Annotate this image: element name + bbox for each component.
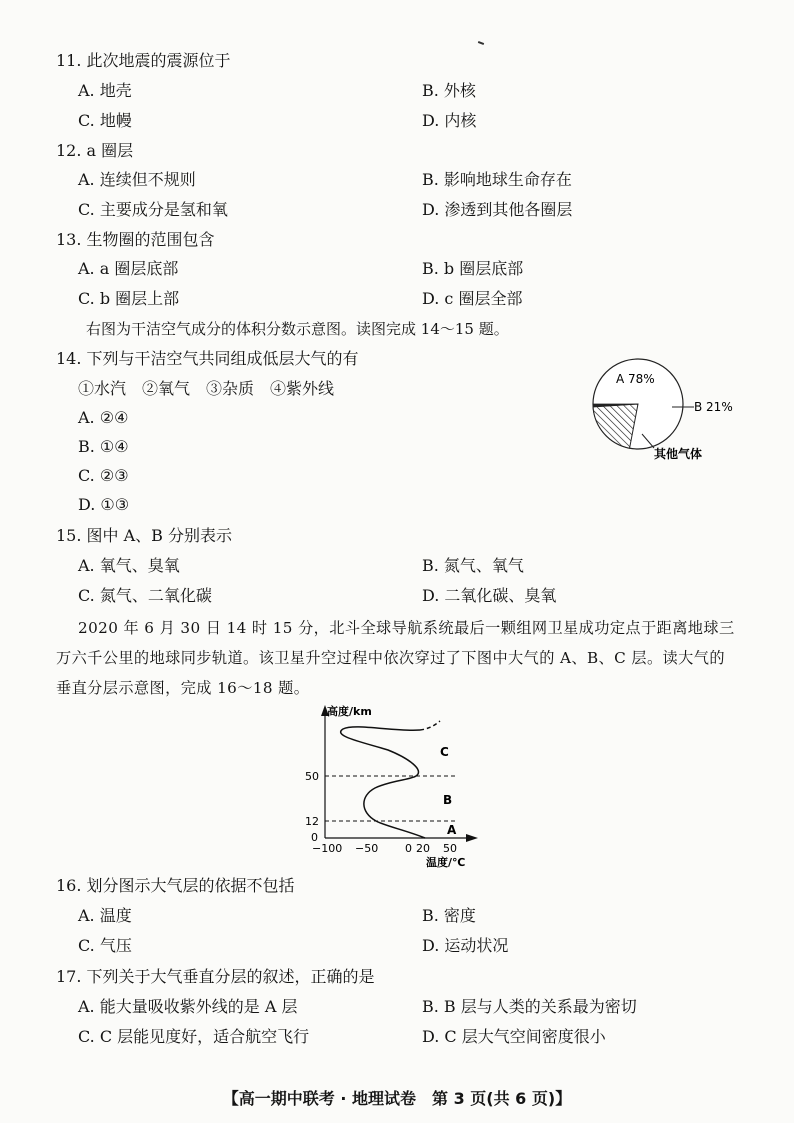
question-15-option-b[interactable]: B. 氮气、氧气 bbox=[422, 556, 524, 575]
question-17-stem: 17. 下列关于大气垂直分层的叙述，正确的是 bbox=[56, 967, 375, 986]
x-axis-label: 温度/℃ bbox=[426, 856, 466, 868]
layer-label-c: C bbox=[440, 745, 449, 759]
x-tick-neg50: −50 bbox=[355, 842, 379, 855]
pie-label-b: B 21% bbox=[694, 400, 733, 414]
question-14-option-d[interactable]: D. ①③ bbox=[78, 495, 130, 514]
question-13-option-c[interactable]: C. b 圈层上部 bbox=[78, 289, 180, 308]
question-11-option-c[interactable]: C. 地幔 bbox=[78, 111, 132, 130]
pie-label-a: A 78% bbox=[616, 372, 655, 386]
pie-label-other: 其他气体 bbox=[654, 447, 703, 461]
question-16-option-b[interactable]: B. 密度 bbox=[422, 906, 476, 925]
air-composition-pie bbox=[584, 352, 754, 466]
intro-14-15: 右图为干洁空气成分的体积分数示意图。读图完成 14～15 题。 bbox=[86, 320, 509, 338]
question-17-option-b[interactable]: B. B 层与人类的关系最为密切 bbox=[422, 997, 637, 1016]
y-tick-12: 12 bbox=[305, 815, 319, 828]
question-12-option-c[interactable]: C. 主要成分是氢和氧 bbox=[78, 200, 228, 219]
question-11-option-a[interactable]: A. 地壳 bbox=[78, 81, 132, 100]
question-15-option-a[interactable]: A. 氧气、臭氧 bbox=[78, 556, 180, 575]
x-tick-0: 0 bbox=[405, 842, 412, 855]
question-12-option-d[interactable]: D. 渗透到其他各圈层 bbox=[422, 200, 573, 219]
question-13-option-d[interactable]: D. c 圈层全部 bbox=[422, 289, 523, 308]
x-tick-20: 20 bbox=[416, 842, 430, 855]
temperature-curve-dashed bbox=[420, 721, 440, 730]
question-16-option-a[interactable]: A. 温度 bbox=[78, 906, 132, 925]
scan-speck bbox=[478, 41, 484, 45]
question-11-option-d[interactable]: D. 内核 bbox=[422, 111, 477, 130]
question-15-option-d[interactable]: D. 二氧化碳、臭氧 bbox=[422, 586, 557, 605]
question-13-stem: 13. 生物圈的范围包含 bbox=[56, 230, 215, 249]
question-14-option-c[interactable]: C. ②③ bbox=[78, 466, 129, 485]
pie-slice-b bbox=[593, 404, 638, 448]
question-14-option-b[interactable]: B. ①④ bbox=[78, 437, 129, 456]
atmosphere-layer-chart bbox=[300, 700, 500, 868]
page-footer: 【高一期中联考 · 地理试卷 第 3 页(共 6 页)】 bbox=[222, 1089, 572, 1108]
intro-16-18-text: 2020 年 6 月 30 日 14 时 15 分，北斗全球导航系统最后一颗组网卫星成功定点于距离地球三万六千公里的地球同步轨道。该卫星升空过程中依次穿过了下图中大气的 A、B、C 层。读大气的垂直分层示意图，完成 16～18 题。 bbox=[56, 619, 735, 697]
x-axis-arrow bbox=[466, 834, 478, 842]
question-11-stem: 11. 此次地震的震源位于 bbox=[56, 51, 231, 70]
question-17-option-a[interactable]: A. 能大量吸收紫外线的是 A 层 bbox=[78, 997, 298, 1016]
question-16-option-c[interactable]: C. 气压 bbox=[78, 936, 132, 955]
question-12-option-b[interactable]: B. 影响地球生命存在 bbox=[422, 170, 572, 189]
question-15-stem: 15. 图中 A、B 分别表示 bbox=[56, 526, 233, 545]
question-17-option-d[interactable]: D. C 层大气空间密度很小 bbox=[422, 1027, 606, 1046]
layer-label-b: B bbox=[443, 793, 453, 807]
y-tick-50: 50 bbox=[305, 770, 319, 783]
x-tick-50: 50 bbox=[443, 842, 457, 855]
question-13-option-a[interactable]: A. a 圈层底部 bbox=[78, 259, 179, 278]
question-13-option-b[interactable]: B. b 圈层底部 bbox=[422, 259, 524, 278]
question-16-option-d[interactable]: D. 运动状况 bbox=[422, 936, 509, 955]
question-14-stem: 14. 下列与干洁空气共同组成低层大气的有 bbox=[56, 349, 359, 368]
question-14-items: ①水汽 ②氧气 ③杂质 ④紫外线 bbox=[78, 379, 335, 398]
question-16-stem: 16. 划分图示大气层的依据不包括 bbox=[56, 876, 295, 895]
x-tick-neg100: −100 bbox=[312, 842, 343, 855]
question-15-option-c[interactable]: C. 氮气、二氧化碳 bbox=[78, 586, 212, 605]
intro-16-18 bbox=[56, 613, 736, 703]
y-tick-0: 0 bbox=[311, 831, 318, 844]
question-17-option-c[interactable]: C. C 层能见度好，适合航空飞行 bbox=[78, 1027, 310, 1046]
question-11-option-b[interactable]: B. 外核 bbox=[422, 81, 476, 100]
y-axis-label: 高度/km bbox=[327, 705, 372, 718]
question-14-option-a[interactable]: A. ②④ bbox=[78, 408, 129, 427]
layer-label-a: A bbox=[447, 823, 457, 837]
question-12-option-a[interactable]: A. 连续但不规则 bbox=[78, 170, 196, 189]
question-12-stem: 12. a 圈层 bbox=[56, 141, 134, 160]
